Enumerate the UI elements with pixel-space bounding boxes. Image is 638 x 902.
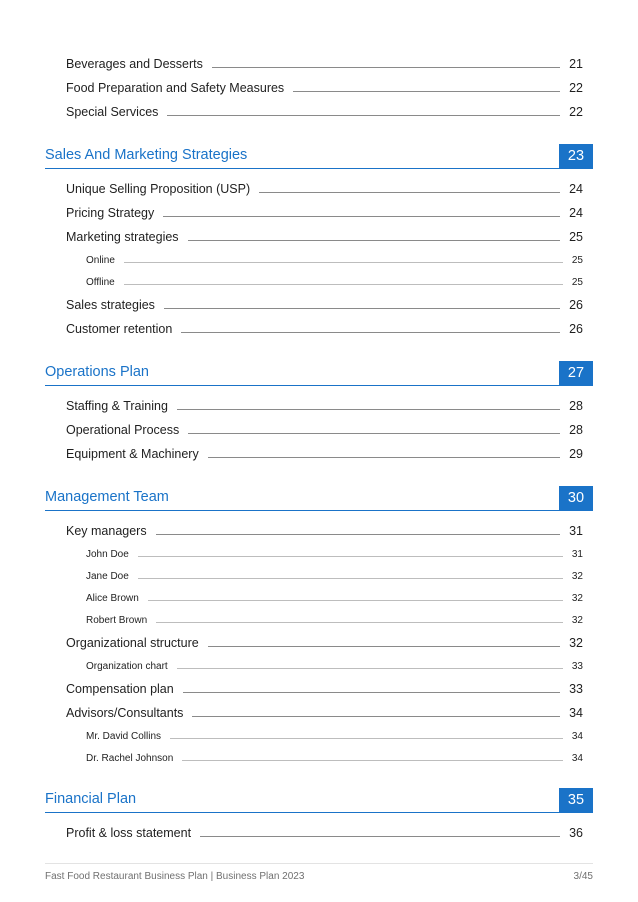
leader-line: [164, 308, 560, 309]
toc-subentry-page: 32: [571, 593, 583, 604]
toc-subentry[interactable]: [86, 571, 583, 582]
section-title: Financial Plan: [45, 790, 137, 807]
toc-entry-label: Sales strategies: [66, 298, 155, 312]
section-page-badge: 35: [559, 788, 593, 813]
toc-subentry-page: 25: [571, 255, 583, 266]
section-page-badge: 30: [559, 486, 593, 511]
leader-line: [177, 668, 563, 669]
toc-entry[interactable]: [66, 826, 583, 840]
leader-line: [259, 192, 560, 193]
toc-entry-label: Special Services: [66, 105, 159, 119]
toc-subentry-label: Online: [86, 255, 115, 266]
leader-line: [124, 284, 563, 285]
toc-entry-page: 36: [569, 826, 583, 840]
toc-subentry-page: 34: [571, 753, 583, 764]
toc-entry[interactable]: [66, 447, 583, 461]
toc-entry-label: Marketing strategies: [66, 230, 179, 244]
toc-entry-label: Organizational structure: [66, 636, 199, 650]
toc-entry-label: Advisors/Consultants: [66, 706, 184, 720]
leader-line: [188, 433, 560, 434]
leader-line: [167, 115, 560, 116]
leader-line: [208, 646, 560, 647]
leader-line: [188, 240, 561, 241]
toc-entry-page: 24: [569, 206, 583, 220]
toc-subentry[interactable]: [86, 593, 583, 604]
toc-entry-label: Beverages and Desserts: [66, 57, 203, 71]
section-title: Management Team: [45, 488, 169, 505]
leader-line: [156, 534, 560, 535]
toc-section-header[interactable]: [45, 486, 593, 511]
leader-line: [212, 67, 560, 68]
toc-entry[interactable]: [66, 298, 583, 312]
footer-page-indicator: 3/45: [573, 871, 593, 882]
toc-entry[interactable]: [66, 182, 583, 196]
leader-line: [124, 262, 563, 263]
leader-line: [183, 692, 560, 693]
toc-entry-page: 25: [569, 230, 583, 244]
leader-line: [163, 216, 560, 217]
toc-entry-page: 32: [569, 636, 583, 650]
toc-entry-page: 26: [569, 322, 583, 336]
toc-subentry-page: 32: [571, 571, 583, 582]
section-page-badge: 23: [559, 144, 593, 169]
leader-line: [182, 760, 563, 761]
toc-section-header[interactable]: [45, 361, 593, 386]
toc-subentry[interactable]: [86, 731, 583, 742]
toc-entry-label: Food Preparation and Safety Measures: [66, 81, 285, 95]
toc-entry-label: Staffing & Training: [66, 399, 168, 413]
toc-subentry-label: Jane Doe: [86, 571, 129, 582]
leader-line: [156, 622, 563, 623]
toc-subentry-page: 33: [571, 661, 583, 672]
toc-subentry-page: 34: [571, 731, 583, 742]
toc-entry-page: 29: [569, 447, 583, 461]
leader-line: [170, 738, 563, 739]
leader-line: [293, 91, 560, 92]
toc-entry[interactable]: [66, 57, 583, 71]
section-title: Sales And Marketing Strategies: [45, 146, 248, 163]
toc-subentry-label: Robert Brown: [86, 615, 148, 626]
toc-subentry[interactable]: [86, 549, 583, 560]
toc-subentry-label: John Doe: [86, 549, 129, 560]
toc-subentry[interactable]: [86, 255, 583, 266]
toc-entry-page: 22: [569, 105, 583, 119]
toc-entry[interactable]: [66, 423, 583, 437]
toc-entry-page: 21: [569, 57, 583, 71]
toc-section-header[interactable]: [45, 788, 593, 813]
toc-entry-page: 28: [569, 423, 583, 437]
toc-entry[interactable]: [66, 706, 583, 720]
toc-entry-label: Key managers: [66, 524, 147, 538]
section-title: Operations Plan: [45, 363, 149, 380]
toc-subentry-label: Mr. David Collins: [86, 731, 162, 742]
toc-entry-page: 24: [569, 182, 583, 196]
toc-section-header[interactable]: [45, 144, 593, 169]
toc-entry-page: 31: [569, 524, 583, 538]
toc-entry[interactable]: [66, 636, 583, 650]
leader-line: [200, 836, 560, 837]
toc-entry[interactable]: [66, 230, 583, 244]
page-footer: [45, 863, 593, 882]
toc-subentry[interactable]: [86, 277, 583, 288]
toc-entry-label: Customer retention: [66, 322, 173, 336]
toc-subentry[interactable]: [86, 661, 583, 672]
toc-entry[interactable]: [66, 206, 583, 220]
toc-entry-label: Compensation plan: [66, 682, 174, 696]
toc-subentry-label: Dr. Rachel Johnson: [86, 753, 174, 764]
toc-entry[interactable]: [66, 105, 583, 119]
leader-line: [192, 716, 560, 717]
toc-subentry[interactable]: [86, 615, 583, 626]
toc-subentry-label: Offline: [86, 277, 115, 288]
leader-line: [177, 409, 560, 410]
toc-entry-label: Operational Process: [66, 423, 180, 437]
toc-subentry-page: 32: [571, 615, 583, 626]
toc-entry[interactable]: [66, 682, 583, 696]
toc-entry-page: 26: [569, 298, 583, 312]
toc-entry-label: Unique Selling Proposition (USP): [66, 182, 251, 196]
leader-line: [208, 457, 560, 458]
footer-document-title: Fast Food Restaurant Business Plan | Business Plan 2023: [45, 871, 305, 882]
toc-entry-page: 28: [569, 399, 583, 413]
toc-subentry-label: Alice Brown: [86, 593, 139, 604]
toc-entry-page: 22: [569, 81, 583, 95]
toc-subentry[interactable]: [86, 753, 583, 764]
toc-entry-page: 33: [569, 682, 583, 696]
section-page-badge: 27: [559, 361, 593, 386]
toc-subentry-page: 25: [571, 277, 583, 288]
toc-entry[interactable]: [66, 322, 583, 336]
leader-line: [181, 332, 560, 333]
toc-entry[interactable]: [66, 524, 583, 538]
leader-line: [138, 578, 563, 579]
toc-entry-page: 34: [569, 706, 583, 720]
toc-subentry-page: 31: [571, 549, 583, 560]
toc-entry-label: Profit & loss statement: [66, 826, 192, 840]
toc-entry[interactable]: [66, 81, 583, 95]
toc-entry-label: Equipment & Machinery: [66, 447, 199, 461]
leader-line: [148, 600, 563, 601]
leader-line: [138, 556, 563, 557]
toc-entry[interactable]: [66, 399, 583, 413]
toc-subentry-label: Organization chart: [86, 661, 168, 672]
toc-entry-label: Pricing Strategy: [66, 206, 155, 220]
